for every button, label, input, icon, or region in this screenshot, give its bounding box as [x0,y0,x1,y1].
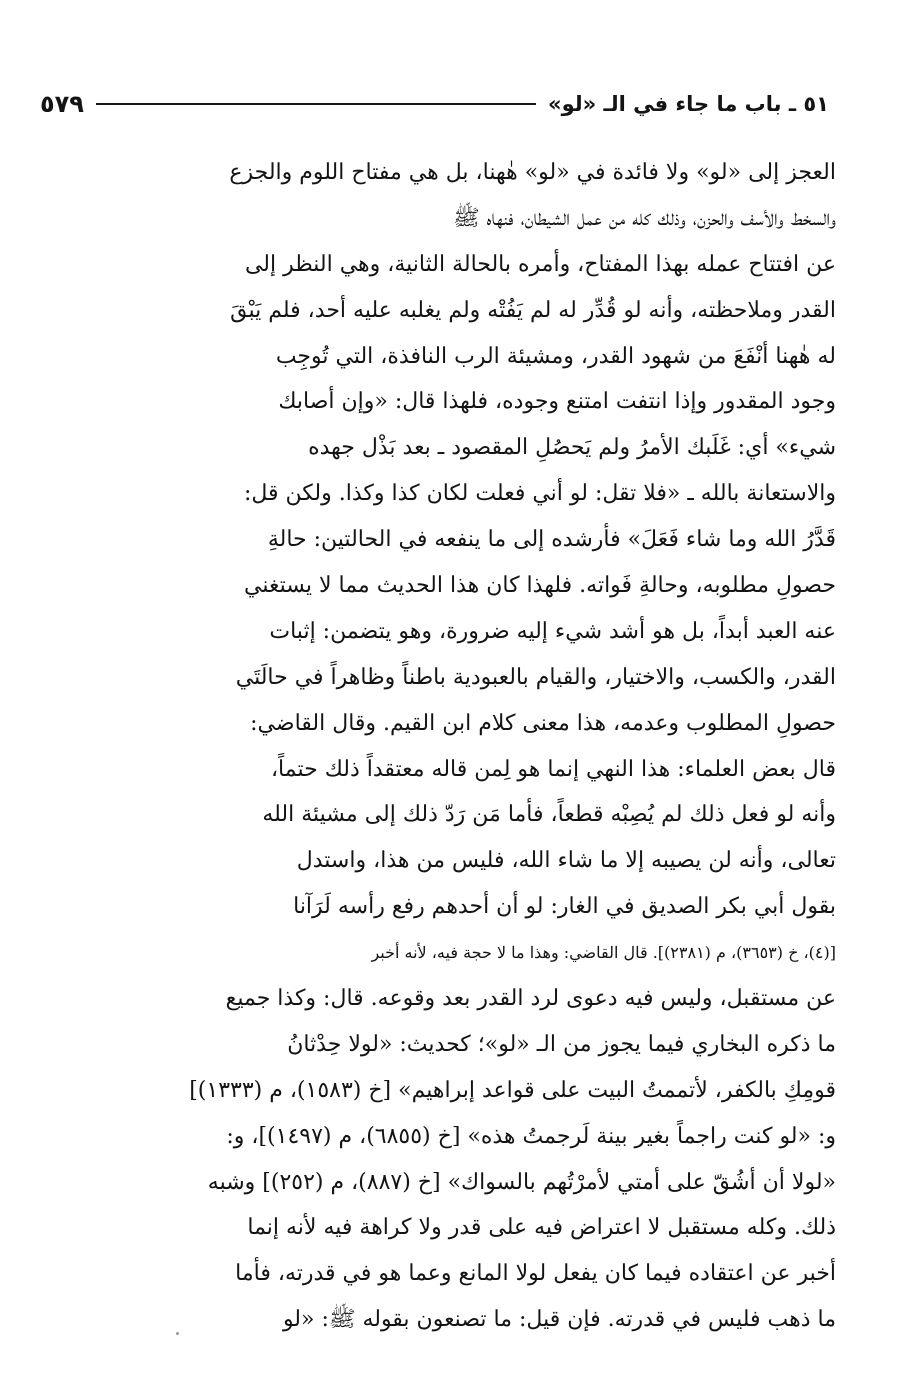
text-line: العجز إلى «لو» ولا فائدة في «لو» هٰهنا، بل هي مفتاح اللوم والجزع [229,160,836,185]
text-line: بقول أبي بكر الصديق في الغار: لو أن أحدهم رفع رأسه لَرَآنا [293,894,836,920]
text-line: والسخط والأسف والحزن، وذلك كله من عمل الشيطان، فنهاه ﷺ [453,205,836,231]
text-line: له هٰهنا أنْفَعَ من شهود القدر، ومشيئة الرب النافذة، التي تُوجِب [275,343,836,369]
text-line: أخبر عن اعتقاده فيما كان يفعل لولا المانع وعما هو في قدرته، فأما [235,1261,836,1287]
text-line: قومِكِ بالكفر، لأتممتُ البيت على قواعد إبراهيم» [خ (١٥٨٣)، م (١٣٣٣)] [189,1077,836,1103]
text-line: عن مستقبل، وليس فيه دعوى لرد القدر بعد وقوعه. قال: وكذا جميع [225,986,836,1012]
text-line: حصولِ المطلوب وعدمه، هذا معنى كلام ابن القيم. وقال القاضي: [250,710,836,736]
text-line: ما ذهب فليس في قدرته. فإن قيل: ما تصنعون بقوله ﷺ: «لو [282,1307,836,1333]
header-rule [96,103,536,105]
text-line: عن افتتاح عمله بهذا المفتاح، وأمره بالحالة الثانية، وهي النظر إلى [244,251,836,277]
text-line-reference: [(٤)، خ (٣٦٥٣)، م (٢٣٨١)]. قال القاضي: وهذا ما لا حجة فيه، لأنه أخبر [371,943,836,963]
chapter-title: ٥١ ـ باب ما جاء في الـ «لو» [548,92,829,116]
text-line: و: «لو كنت راجماً بغير بينة لَرجمتُ هذه» [خ (٦٨٥٥)، م (١٤٩٧)]، و: [226,1123,836,1149]
running-header [40,84,829,124]
text-line: «لولا أن أشُقّ على أمتي لأمرْتُهم بالسواك» [خ (٨٨٧)، م (٢٥٢)] وشبه [207,1169,836,1195]
page-number: ٥٧٩ [40,90,84,118]
text-line: قال بعض العلماء: هذا النهي إنما هو لِمن قاله معتقداً ذلك حتماً، [270,756,836,782]
text-line: وأنه لو فعل ذلك لم يُصِبْه قطعاً، فأما مَن رَدّ ذلك إلى مشيئة الله [262,802,836,828]
text-line: ما ذكره البخاري فيما يجوز من الـ «لو»؛ كحديث: «لولا حِدْثانُ [287,1031,836,1057]
text-line: حصولِ مطلوبه، وحالةِ فَواته. فلهذا كان هذا الحديث مما لا يستغني [243,573,836,599]
scan-speck [176,1332,179,1335]
text-line: والاستعانة بالله ـ «فلا تقل: لو أني فعلت لكان كذا وكذا. ولكن قل: [243,481,836,507]
text-line: القدر وملاحظته، وأنه لو قُدِّر له لم يَفُتْه ولم يغلبه عليه أحد، فلم يَبْقَ [230,297,836,323]
text-line: قَدَّرُ الله وما شاء فَعَلَ» فأرشده إلى ما ينفعه في الحالتين: حالةِ [267,527,836,553]
text-line: ذلك. وكله مستقبل لا اعتراض فيه على قدر ولا كراهة فيه لأنه إنما [247,1215,836,1241]
text-line: وجود المقدور وإذا انتفت امتنع وجوده، فلهذا قال: «وإن أصابك [278,389,836,415]
text-line: القدر، والكسب، والاختيار، والقيام بالعبودية باطناً وظاهراً في حالَتَي [235,664,836,690]
page-body-text [130,150,836,1343]
text-line: شيء» أي: غَلَبك الأمرُ ولم يَحصُلِ المقصود ـ بعد بَذْل جهده [308,435,836,461]
text-line: تعالى، وأنه لن يصيبه إلا ما شاء الله، فليس من هذا، واستدل [296,848,836,874]
text-line: عنه العبد أبداً، بل هو أشد شيء إليه ضرورة، وهو يتضمن: إثبات [269,618,836,644]
